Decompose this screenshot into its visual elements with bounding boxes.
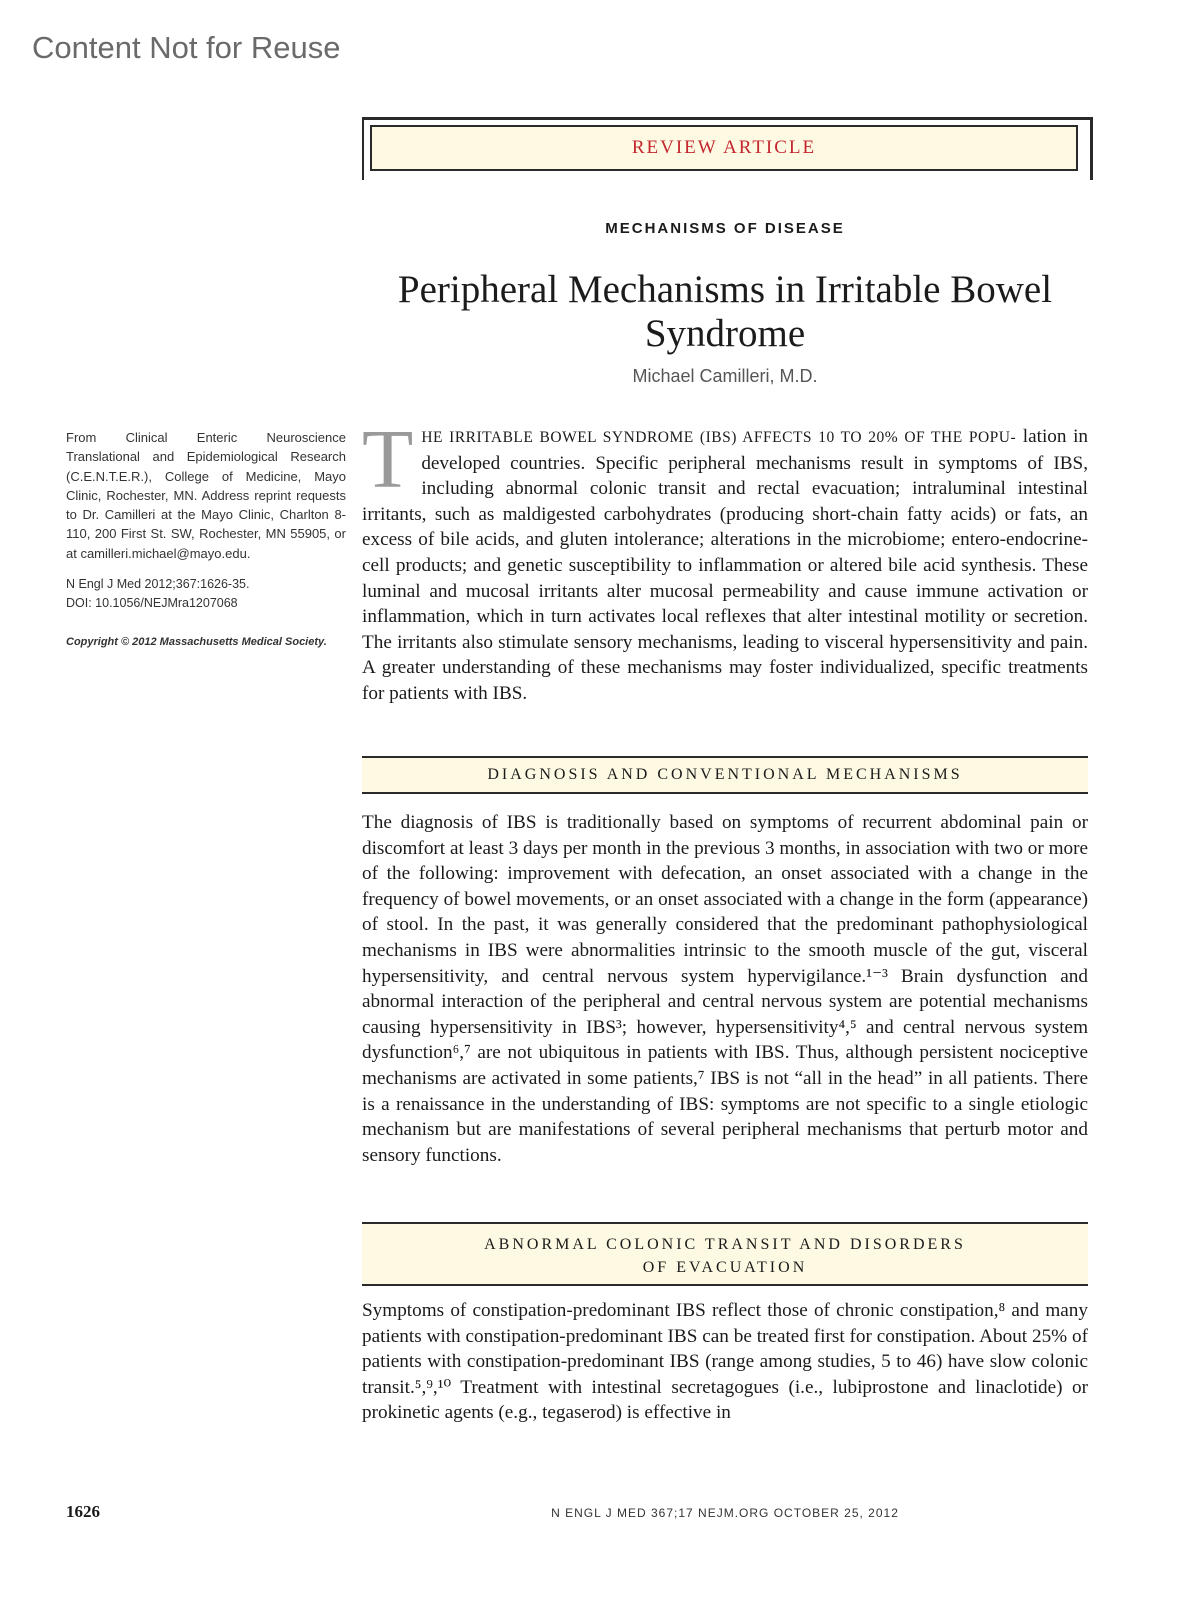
paragraph: Symptoms of constipation-predominant IBS reflect those of chronic constipation,⁸ and many patients with constipation-predominant IBS can be treated first for constipation. About 25% of patients with constipation-predominant IBS (range among studies, 5 to 46) have slow colonic transit.⁵,⁹,¹⁰ Treatment with intestinal secretagogues (i.e., lubiprostone and linaclotide) or prokinetic agents (e.g., tegaserod) is effective in	[362, 1300, 1088, 1424]
article-type-banner	[370, 125, 1078, 171]
article-type-label: REVIEW ARTICLE	[631, 137, 817, 158]
citation-note	[66, 575, 346, 613]
doi-text: DOI: 10.1056/NEJMra1207068	[66, 596, 238, 611]
affiliation-note: From Clinical Enteric Neuroscience Translational and Epidemiological Research (C.E.N.T.E.R.), College of Medicine, Mayo Clinic, Rochester, MN. Address reprint requests to Dr. Camilleri at the Mayo Clinic, Charlton 8-110, 200 First St. SW, Rochester, MN 55905, or at camilleri.michael@mayo.edu.	[66, 430, 346, 561]
section-body-colonic-transit	[362, 1298, 1088, 1426]
section-heading-colonic-transit	[362, 1222, 1088, 1286]
abstract-text: lation in developed countries. Specific peripheral mechanisms result in symptoms of IBS, including abnormal colonic transit and rectal evacuation; intraluminal intestinal irritants, such as maldigested carbohydrates (producing short-chain fatty acids) or fats, an excess of bile acids, and gluten intolerance; alterations in the microbiome; entero-endocrine-cell products; and genetic susceptibility to inflammation or altered bile acid synthesis. These luminal and mucosal irritants alter mucosal permeability and cause immune activation or inflammation, which in turn activates local reflexes that alter intestinal motility or secretion. The irritants also stimulate sensory mechanisms, leading to visceral hypersensitivity and pain. A greater understanding of these mechanisms may foster individualized, specific treatments for patients with IBS.	[362, 426, 1089, 704]
series-kicker: MECHANISMS OF DISEASE	[605, 220, 845, 237]
section-heading-text: DIAGNOSIS AND CONVENTIONAL MECHANISMS	[487, 766, 963, 783]
abstract-lead: HE IRRITABLE BOWEL SYNDROME (IBS) AFFECTS 10 TO 20% OF THE POPU-	[421, 429, 1017, 446]
article-title: Peripheral Mechanisms in Irritable Bowel Syndrome	[397, 268, 1053, 355]
abstract	[362, 413, 1089, 707]
drop-cap: T	[362, 413, 414, 506]
page-number: 1626	[66, 1502, 100, 1521]
section-heading-line1: ABNORMAL COLONIC TRANSIT AND DISORDERS	[484, 1236, 966, 1253]
sidebar-notes	[66, 428, 346, 652]
citation-text: N Engl J Med 2012;367:1626-35.	[66, 577, 250, 592]
section-heading-line2: OF EVACUATION	[642, 1259, 808, 1276]
section-heading-diagnosis	[362, 756, 1088, 794]
watermark-text: Content Not for Reuse	[32, 30, 341, 65]
journal-footer: N ENGL J MED 367;17 NEJM.ORG OCTOBER 25, 2012	[551, 1506, 899, 1520]
copyright-note: Copyright © 2012 Massachusetts Medical Society.	[66, 636, 327, 649]
author-line: Michael Camilleri, M.D.	[632, 366, 818, 386]
section-body-diagnosis	[362, 810, 1088, 1168]
paragraph: The diagnosis of IBS is traditionally based on symptoms of recurrent abdominal pain or discomfort at least 3 days per month in the previous 3 months, in association with two or more of the following: improvement with defecation, an onset associated with a change in the frequency of bowel movements, or an onset associated with a change in the form (appearance) of stool. In the past, it was generally considered that the predominant pathophysiological mechanisms in IBS were abnormalities intrinsic to the smooth muscle of the gut, visceral hypersensitivity, and central nervous system hypervigilance.¹⁻³ Brain dysfunction and abnormal interaction of the peripheral and central nervous system are potential mechanisms causing hypersensitivity in IBS³; however, hypersensitivity⁴,⁵ and central nervous system dysfunction⁶,⁷ are not ubiquitous in patients with IBS. Thus, although persistent nociceptive mechanisms are activated in some patients,⁷ IBS is not “all in the head” in all patients. There is a renaissance in the understanding of IBS: symptoms are not specific to a single etiologic mechanism but are manifestations of several peripheral mechanisms that perturb motor and sensory functions.	[362, 812, 1088, 1166]
